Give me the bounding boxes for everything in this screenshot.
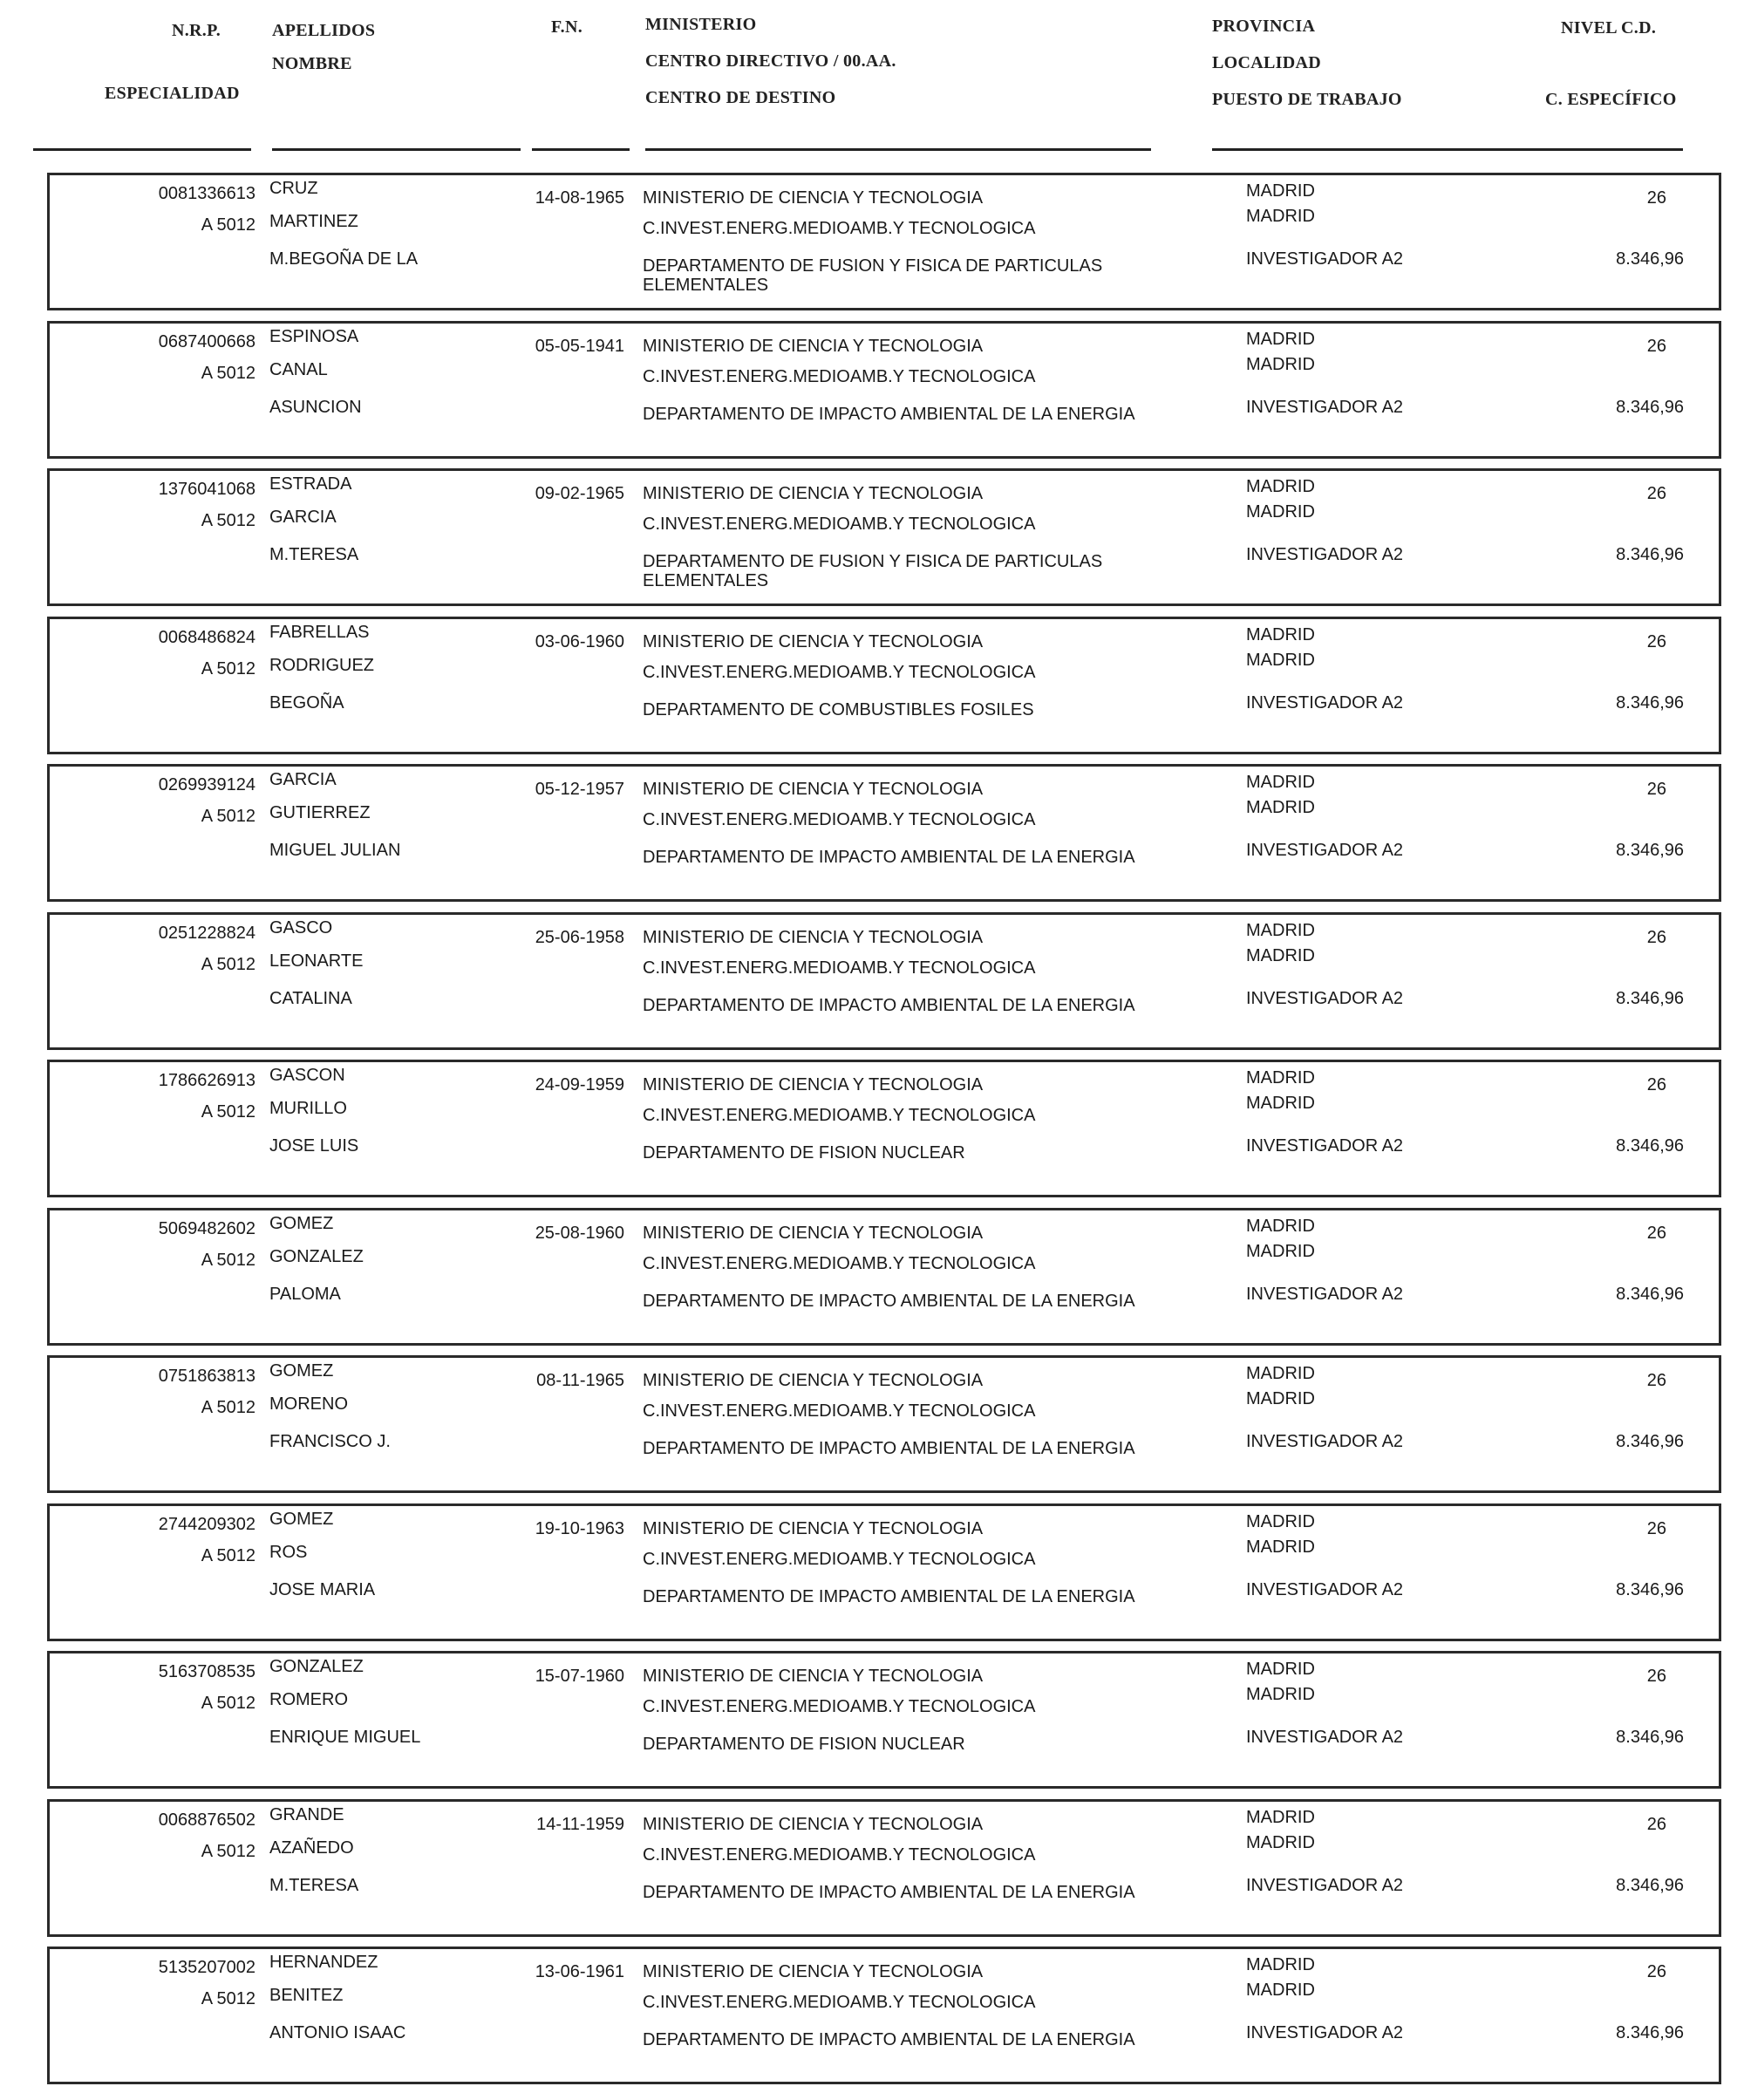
fecha-nacimiento-value: 25-06-1958: [535, 928, 624, 947]
record-row: [47, 617, 1721, 754]
centro-directivo-value: C.INVEST.ENERG.MEDIOAMB.Y TECNOLOGICA: [643, 958, 1036, 978]
ministerio-value: MINISTERIO DE CIENCIA Y TECNOLOGIA: [643, 484, 984, 503]
provincia-value: MADRID: [1246, 921, 1315, 940]
puesto-value: INVESTIGADOR A2: [1246, 1580, 1404, 1599]
especifico-value: 8.346,96: [1616, 841, 1684, 860]
nrp-value: 0751863813: [158, 1367, 255, 1386]
especialidad-value: A 5012: [201, 1842, 255, 1861]
ministerio-value: MINISTERIO DE CIENCIA Y TECNOLOGIA: [643, 337, 984, 356]
especialidad-value: A 5012: [201, 215, 255, 235]
record-row: [47, 764, 1721, 902]
header-fn: F.N.: [551, 17, 583, 37]
especifico-value: 8.346,96: [1616, 1876, 1684, 1895]
header-nrp: N.R.P.: [172, 21, 221, 40]
centro-directivo-value: C.INVEST.ENERG.MEDIOAMB.Y TECNOLOGICA: [643, 1550, 1036, 1569]
apellido2-value: ROS: [269, 1543, 308, 1562]
puesto-value: INVESTIGADOR A2: [1246, 545, 1404, 564]
ministerio-value: MINISTERIO DE CIENCIA Y TECNOLOGIA: [643, 780, 984, 799]
fecha-nacimiento-value: 24-09-1959: [535, 1075, 624, 1094]
centro-destino-value: DEPARTAMENTO DE IMPACTO AMBIENTAL DE LA ENERGIA: [643, 996, 1135, 1015]
fecha-nacimiento-value: 05-12-1957: [535, 780, 624, 799]
localidad-value: MADRID: [1246, 1981, 1315, 2000]
nivel-value: 26: [1646, 1224, 1666, 1243]
centro-directivo-value: C.INVEST.ENERG.MEDIOAMB.Y TECNOLOGICA: [643, 367, 1036, 386]
record-row: [47, 1208, 1721, 1346]
nombre-value: M.TERESA: [269, 1876, 359, 1895]
apellido1-value: CRUZ: [269, 179, 318, 198]
nivel-value: 26: [1646, 1371, 1666, 1390]
record-row: [47, 1947, 1721, 2084]
nombre-value: M.TERESA: [269, 545, 359, 564]
centro-destino-value: DEPARTAMENTO DE IMPACTO AMBIENTAL DE LA ENERGIA: [643, 848, 1135, 867]
header-rule: [272, 148, 521, 151]
provincia-value: MADRID: [1246, 1512, 1315, 1531]
nivel-value: 26: [1646, 780, 1666, 799]
header-rule: [1212, 148, 1683, 151]
apellido1-value: GOMEZ: [269, 1361, 334, 1381]
nombre-value: MIGUEL JULIAN: [269, 841, 401, 860]
nivel-value: 26: [1646, 928, 1666, 947]
nivel-value: 26: [1646, 1667, 1666, 1686]
apellido2-value: GUTIERREZ: [269, 803, 371, 822]
nombre-value: JOSE LUIS: [269, 1136, 359, 1156]
localidad-value: MADRID: [1246, 1538, 1315, 1557]
fecha-nacimiento-value: 03-06-1960: [535, 632, 624, 651]
apellido2-value: MARTINEZ: [269, 212, 358, 231]
nombre-value: ASUNCION: [269, 398, 362, 417]
centro-destino-value: DEPARTAMENTO DE IMPACTO AMBIENTAL DE LA ENERGIA: [643, 1292, 1135, 1311]
provincia-value: MADRID: [1246, 625, 1315, 644]
especifico-value: 8.346,96: [1616, 2023, 1684, 2042]
nombre-value: PALOMA: [269, 1285, 341, 1304]
provincia-value: MADRID: [1246, 1808, 1315, 1827]
apellido1-value: GASCON: [269, 1066, 345, 1085]
header-nombre: NOMBRE: [272, 54, 352, 73]
fecha-nacimiento-value: 15-07-1960: [535, 1667, 624, 1686]
provincia-value: MADRID: [1246, 1364, 1315, 1383]
puesto-value: INVESTIGADOR A2: [1246, 2023, 1404, 2042]
apellido1-value: GONZALEZ: [269, 1657, 364, 1676]
nrp-value: 0081336613: [158, 184, 255, 203]
especialidad-value: A 5012: [201, 1251, 255, 1270]
header-especialidad: ESPECIALIDAD: [105, 84, 240, 103]
apellido2-value: RODRIGUEZ: [269, 656, 374, 675]
localidad-value: MADRID: [1246, 1389, 1315, 1408]
centro-destino-value: DEPARTAMENTO DE FISION NUCLEAR: [643, 1735, 965, 1754]
puesto-value: INVESTIGADOR A2: [1246, 1432, 1404, 1451]
puesto-value: INVESTIGADOR A2: [1246, 693, 1404, 712]
centro-destino-value: DEPARTAMENTO DE IMPACTO AMBIENTAL DE LA ENERGIA: [643, 2030, 1135, 2049]
nrp-value: 5163708535: [158, 1662, 255, 1681]
ministerio-value: MINISTERIO DE CIENCIA Y TECNOLOGIA: [643, 1075, 984, 1094]
apellido2-value: MURILLO: [269, 1099, 347, 1118]
record-row: [47, 321, 1721, 459]
nrp-value: 0269939124: [158, 775, 255, 794]
ministerio-value: MINISTERIO DE CIENCIA Y TECNOLOGIA: [643, 1815, 984, 1834]
especifico-value: 8.346,96: [1616, 989, 1684, 1008]
provincia-value: MADRID: [1246, 1955, 1315, 1974]
fecha-nacimiento-value: 05-05-1941: [535, 337, 624, 356]
fecha-nacimiento-value: 09-02-1965: [535, 484, 624, 503]
nivel-value: 26: [1646, 632, 1666, 651]
provincia-value: MADRID: [1246, 330, 1315, 349]
apellido1-value: HERNANDEZ: [269, 1953, 378, 1972]
nombre-value: ENRIQUE MIGUEL: [269, 1728, 421, 1747]
localidad-value: MADRID: [1246, 1685, 1315, 1704]
centro-directivo-value: C.INVEST.ENERG.MEDIOAMB.Y TECNOLOGICA: [643, 1845, 1036, 1865]
record-row: [47, 1651, 1721, 1789]
header-puesto: PUESTO DE TRABAJO: [1212, 90, 1402, 109]
especialidad-value: A 5012: [201, 1398, 255, 1417]
fecha-nacimiento-value: 08-11-1965: [536, 1371, 624, 1390]
record-row: [47, 1355, 1721, 1493]
especialidad-value: A 5012: [201, 1989, 255, 2008]
ministerio-value: MINISTERIO DE CIENCIA Y TECNOLOGIA: [643, 632, 984, 651]
record-row: [47, 468, 1721, 606]
nombre-value: M.BEGOÑA DE LA: [269, 249, 419, 269]
especifico-value: 8.346,96: [1616, 1580, 1684, 1599]
nrp-value: 5135207002: [158, 1958, 255, 1977]
header-especifico: C. ESPECÍFICO: [1545, 90, 1677, 109]
localidad-value: MADRID: [1246, 651, 1315, 670]
especifico-value: 8.346,96: [1616, 545, 1684, 564]
puesto-value: INVESTIGADOR A2: [1246, 1285, 1404, 1304]
apellido2-value: CANAL: [269, 360, 328, 379]
centro-destino-value: DEPARTAMENTO DE IMPACTO AMBIENTAL DE LA ENERGIA: [643, 1587, 1135, 1606]
apellido2-value: AZAÑEDO: [269, 1838, 354, 1858]
puesto-value: INVESTIGADOR A2: [1246, 398, 1404, 417]
header-rule: [33, 148, 251, 151]
header-provincia: PROVINCIA: [1212, 17, 1316, 36]
apellido1-value: GOMEZ: [269, 1214, 334, 1233]
header-centro-directivo: CENTRO DIRECTIVO / 00.AA.: [645, 51, 896, 71]
centro-destino-value: DEPARTAMENTO DE FUSION Y FISICA DE PARTICULAS ELEMENTALES: [643, 256, 1103, 295]
especifico-value: 8.346,96: [1616, 398, 1684, 417]
especifico-value: 8.346,96: [1616, 693, 1684, 712]
nombre-value: ANTONIO ISAAC: [269, 2023, 406, 2042]
apellido2-value: BENITEZ: [269, 1986, 344, 2005]
ministerio-value: MINISTERIO DE CIENCIA Y TECNOLOGIA: [643, 188, 984, 208]
fecha-nacimiento-value: 25-08-1960: [535, 1224, 624, 1243]
ministerio-value: MINISTERIO DE CIENCIA Y TECNOLOGIA: [643, 928, 984, 947]
centro-directivo-value: C.INVEST.ENERG.MEDIOAMB.Y TECNOLOGICA: [643, 219, 1036, 238]
apellido1-value: ESPINOSA: [269, 327, 359, 346]
nrp-value: 0068486824: [158, 628, 255, 647]
apellido2-value: ROMERO: [269, 1690, 348, 1709]
apellido2-value: MORENO: [269, 1394, 348, 1414]
header-centro-destino: CENTRO DE DESTINO: [645, 88, 836, 107]
nombre-value: FRANCISCO J.: [269, 1432, 391, 1451]
apellido1-value: GARCIA: [269, 770, 337, 789]
centro-directivo-value: C.INVEST.ENERG.MEDIOAMB.Y TECNOLOGICA: [643, 1401, 1036, 1421]
nrp-value: 1786626913: [158, 1071, 255, 1090]
provincia-value: MADRID: [1246, 773, 1315, 792]
especialidad-value: A 5012: [201, 659, 255, 678]
puesto-value: INVESTIGADOR A2: [1246, 1728, 1404, 1747]
centro-directivo-value: C.INVEST.ENERG.MEDIOAMB.Y TECNOLOGICA: [643, 1254, 1036, 1273]
puesto-value: INVESTIGADOR A2: [1246, 249, 1404, 269]
nivel-value: 26: [1646, 1519, 1666, 1538]
centro-directivo-value: C.INVEST.ENERG.MEDIOAMB.Y TECNOLOGICA: [643, 1993, 1036, 2012]
nombre-value: BEGOÑA: [269, 693, 344, 712]
centro-directivo-value: C.INVEST.ENERG.MEDIOAMB.Y TECNOLOGICA: [643, 810, 1036, 829]
header-rule: [645, 148, 1151, 151]
centro-directivo-value: C.INVEST.ENERG.MEDIOAMB.Y TECNOLOGICA: [643, 515, 1036, 534]
puesto-value: INVESTIGADOR A2: [1246, 1876, 1404, 1895]
nivel-value: 26: [1646, 484, 1666, 503]
nrp-value: 0068876502: [158, 1810, 255, 1830]
centro-destino-value: DEPARTAMENTO DE FISION NUCLEAR: [643, 1143, 965, 1162]
nrp-value: 2744209302: [158, 1515, 255, 1534]
fecha-nacimiento-value: 19-10-1963: [535, 1519, 624, 1538]
especifico-value: 8.346,96: [1616, 1285, 1684, 1304]
ministerio-value: MINISTERIO DE CIENCIA Y TECNOLOGIA: [643, 1962, 984, 1981]
ministerio-value: MINISTERIO DE CIENCIA Y TECNOLOGIA: [643, 1371, 984, 1390]
provincia-value: MADRID: [1246, 181, 1315, 201]
nombre-value: JOSE MARIA: [269, 1580, 376, 1599]
centro-destino-value: DEPARTAMENTO DE IMPACTO AMBIENTAL DE LA ENERGIA: [643, 1439, 1135, 1458]
record-row: [47, 1799, 1721, 1937]
fecha-nacimiento-value: 13-06-1961: [535, 1962, 624, 1981]
especifico-value: 8.346,96: [1616, 1728, 1684, 1747]
localidad-value: MADRID: [1246, 1094, 1315, 1113]
localidad-value: MADRID: [1246, 798, 1315, 817]
especialidad-value: A 5012: [201, 955, 255, 974]
especialidad-value: A 5012: [201, 1546, 255, 1565]
nivel-value: 26: [1646, 1815, 1666, 1834]
apellido1-value: GOMEZ: [269, 1510, 334, 1529]
localidad-value: MADRID: [1246, 207, 1315, 226]
localidad-value: MADRID: [1246, 1242, 1315, 1261]
centro-destino-value: DEPARTAMENTO DE FUSION Y FISICA DE PARTICULAS ELEMENTALES: [643, 552, 1103, 590]
apellido1-value: ESTRADA: [269, 474, 352, 494]
localidad-value: MADRID: [1246, 1833, 1315, 1852]
apellido2-value: LEONARTE: [269, 951, 364, 971]
centro-directivo-value: C.INVEST.ENERG.MEDIOAMB.Y TECNOLOGICA: [643, 1106, 1036, 1125]
header-nivel: NIVEL C.D.: [1561, 18, 1657, 38]
nrp-value: 1376041068: [158, 480, 255, 499]
provincia-value: MADRID: [1246, 1068, 1315, 1088]
puesto-value: INVESTIGADOR A2: [1246, 841, 1404, 860]
especialidad-value: A 5012: [201, 364, 255, 383]
localidad-value: MADRID: [1246, 355, 1315, 374]
provincia-value: MADRID: [1246, 1217, 1315, 1236]
provincia-value: MADRID: [1246, 1660, 1315, 1679]
header-apellidos: APELLIDOS: [272, 21, 376, 40]
puesto-value: INVESTIGADOR A2: [1246, 1136, 1404, 1156]
centro-destino-value: DEPARTAMENTO DE IMPACTO AMBIENTAL DE LA ENERGIA: [643, 405, 1135, 424]
fecha-nacimiento-value: 14-08-1965: [535, 188, 624, 208]
provincia-value: MADRID: [1246, 477, 1315, 496]
localidad-value: MADRID: [1246, 502, 1315, 522]
record-row: [47, 912, 1721, 1050]
record-row: [47, 1503, 1721, 1641]
centro-destino-value: DEPARTAMENTO DE IMPACTO AMBIENTAL DE LA ENERGIA: [643, 1883, 1135, 1902]
localidad-value: MADRID: [1246, 946, 1315, 965]
nivel-value: 26: [1646, 188, 1666, 208]
especialidad-value: A 5012: [201, 1102, 255, 1122]
apellido1-value: FABRELLAS: [269, 623, 370, 642]
ministerio-value: MINISTERIO DE CIENCIA Y TECNOLOGIA: [643, 1667, 984, 1686]
header-localidad: LOCALIDAD: [1212, 53, 1321, 72]
nombre-value: CATALINA: [269, 989, 352, 1008]
fecha-nacimiento-value: 14-11-1959: [536, 1815, 624, 1834]
ministerio-value: MINISTERIO DE CIENCIA Y TECNOLOGIA: [643, 1519, 984, 1538]
ministerio-value: MINISTERIO DE CIENCIA Y TECNOLOGIA: [643, 1224, 984, 1243]
centro-directivo-value: C.INVEST.ENERG.MEDIOAMB.Y TECNOLOGICA: [643, 1697, 1036, 1716]
centro-destino-value: DEPARTAMENTO DE COMBUSTIBLES FOSILES: [643, 700, 1034, 719]
puesto-value: INVESTIGADOR A2: [1246, 989, 1404, 1008]
nrp-value: 5069482602: [158, 1219, 255, 1238]
nrp-value: 0251228824: [158, 924, 255, 943]
especifico-value: 8.346,96: [1616, 1136, 1684, 1156]
apellido2-value: GARCIA: [269, 508, 337, 527]
especifico-value: 8.346,96: [1616, 1432, 1684, 1451]
especialidad-value: A 5012: [201, 1694, 255, 1713]
header-rule: [532, 148, 630, 151]
nivel-value: 26: [1646, 337, 1666, 356]
record-row: [47, 1060, 1721, 1197]
apellido1-value: GRANDE: [269, 1805, 344, 1824]
nrp-value: 0687400668: [158, 332, 255, 351]
especifico-value: 8.346,96: [1616, 249, 1684, 269]
especialidad-value: A 5012: [201, 511, 255, 530]
especialidad-value: A 5012: [201, 807, 255, 826]
apellido1-value: GASCO: [269, 918, 333, 938]
record-row: [47, 173, 1721, 310]
apellido2-value: GONZALEZ: [269, 1247, 364, 1266]
header-ministerio: MINISTERIO: [645, 15, 757, 34]
centro-directivo-value: C.INVEST.ENERG.MEDIOAMB.Y TECNOLOGICA: [643, 663, 1036, 682]
nivel-value: 26: [1646, 1962, 1666, 1981]
nivel-value: 26: [1646, 1075, 1666, 1094]
